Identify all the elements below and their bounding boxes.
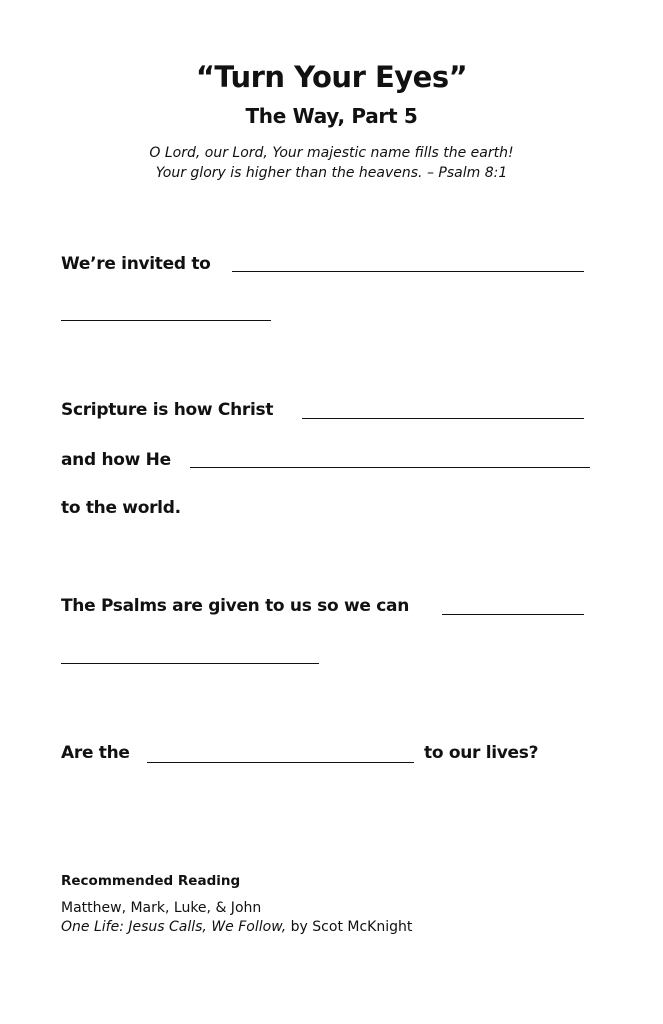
fill-in-blank-5[interactable] bbox=[147, 762, 414, 763]
note-are-the-label: Are the bbox=[61, 743, 130, 763]
note-to-the-world-label: to the world. bbox=[61, 498, 181, 518]
book-title: One Life: Jesus Calls, We Follow, bbox=[61, 919, 287, 935]
fill-in-blank-2[interactable] bbox=[302, 418, 584, 419]
recommended-reading-item-2 bbox=[61, 919, 412, 935]
fill-in-blank-4[interactable] bbox=[442, 614, 584, 615]
fill-in-blank-3[interactable] bbox=[190, 467, 590, 468]
note-to-our-lives-label: to our lives? bbox=[424, 743, 539, 763]
sermon-title: “Turn Your Eyes” bbox=[195, 60, 468, 94]
fill-in-blank-1[interactable] bbox=[232, 271, 584, 272]
recommended-reading-item-1: Matthew, Mark, Luke, & John bbox=[61, 900, 262, 916]
note-psalms-label: The Psalms are given to us so we can bbox=[61, 596, 409, 616]
scripture-verse-line-1: O Lord, our Lord, Your majestic name fills the earth! bbox=[149, 145, 514, 161]
note-invited-label: We’re invited to bbox=[61, 254, 211, 274]
sermon-subtitle: The Way, Part 5 bbox=[245, 104, 418, 128]
note-how-he-label: and how He bbox=[61, 450, 171, 470]
book-author: by Scot McKnight bbox=[290, 919, 413, 935]
fill-in-blank-4-continued[interactable] bbox=[61, 663, 319, 664]
fill-in-blank-1-continued[interactable] bbox=[61, 320, 271, 321]
scripture-verse-line-2: Your glory is higher than the heavens. – Psalm 8:1 bbox=[155, 165, 508, 181]
recommended-reading-heading: Recommended Reading bbox=[61, 873, 241, 889]
note-scripture-label: Scripture is how Christ bbox=[61, 400, 274, 420]
